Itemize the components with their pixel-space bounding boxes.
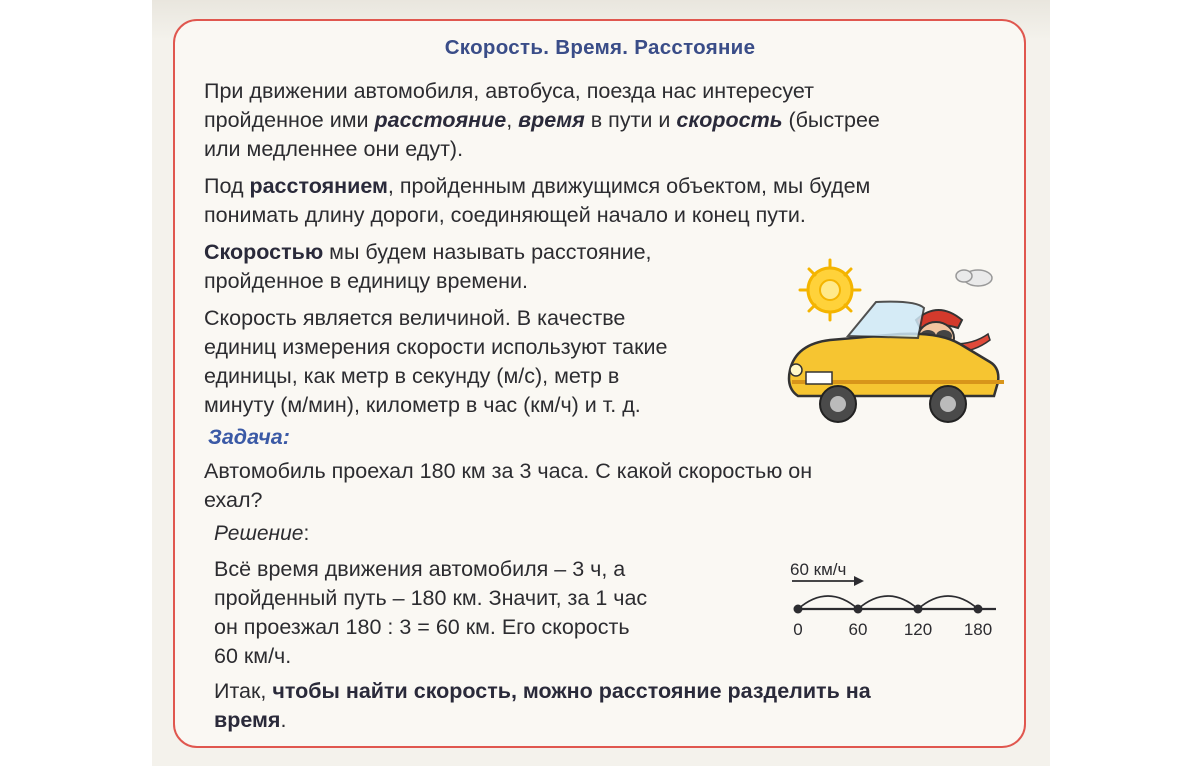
tick-point	[914, 605, 923, 614]
cloud-icon	[956, 270, 992, 286]
units-line-3: единицы, как метр в секунду (м/с), метр в	[204, 364, 620, 388]
speed-arrow-head	[854, 576, 864, 586]
jump-arc	[858, 596, 918, 609]
term-distance: расстояние	[374, 108, 507, 132]
tick-point	[854, 605, 863, 614]
solution-line-1: Всё время движения автомобиля – 3 ч, а	[214, 557, 626, 581]
tick-point	[974, 605, 983, 614]
distance-def-line-2: понимать длину дороги, соединяющей начало и конец пути.	[204, 203, 806, 227]
tick-label: 60	[848, 620, 868, 639]
distance-def-line-1: Под расстоянием, пройденным движущимся объектом, мы будем	[204, 174, 871, 198]
speed-label: 60 км/ч	[790, 560, 847, 579]
solution-line-4: 60 км/ч.	[214, 644, 292, 668]
tick-point	[794, 605, 803, 614]
task-line-2: ехал?	[204, 488, 263, 512]
number-line-diagram	[784, 555, 1004, 645]
sun-icon	[800, 260, 860, 320]
jump-arc	[918, 596, 978, 609]
units-line-1: Скорость является величиной. В качестве	[204, 306, 626, 330]
intro-line-3: или медленнее они едут).	[204, 137, 464, 161]
task-line-1: Автомобиль проехал 180 км за 3 часа. С какой скоростью он	[204, 459, 813, 483]
conclusion-line-1: Итак, чтобы найти скорость, можно расстояние разделить на	[214, 679, 871, 703]
solution-line-3: он проезжал 180 : 3 = 60 км. Его скорость	[214, 615, 630, 639]
tick-label: 180	[963, 620, 993, 639]
car-icon	[789, 302, 1004, 422]
tick-label: 120	[903, 620, 933, 639]
solution-line-2: пройденный путь – 180 км. Значит, за 1 час	[214, 586, 648, 610]
intro-line-1: При движении автомобиля, автобуса, поезда нас интересует	[204, 79, 814, 103]
speed-def-line-2: пройденное в единицу времени.	[204, 269, 528, 293]
term-time: время	[518, 108, 585, 132]
tick-label: 0	[793, 620, 803, 639]
car-illustration	[778, 258, 1008, 428]
task-heading: Задача:	[208, 425, 290, 449]
jump-arc	[798, 596, 858, 609]
solution-heading: Решение:	[214, 522, 310, 545]
page-title: Скорость. Время. Расстояние	[444, 36, 756, 59]
intro-line-2: пройденное ими расстояние, время в пути и скорость (быстрее	[204, 108, 880, 132]
speed-def-line-1: Скоростью мы будем называть расстояние,	[204, 240, 652, 264]
term-speed: скорость	[676, 108, 783, 132]
units-line-2: единиц измерения скорости используют такие	[204, 335, 668, 359]
conclusion-line-2: время.	[214, 708, 287, 732]
units-line-4: минуту (м/мин), километр в час (км/ч) и т. д.	[204, 393, 641, 417]
